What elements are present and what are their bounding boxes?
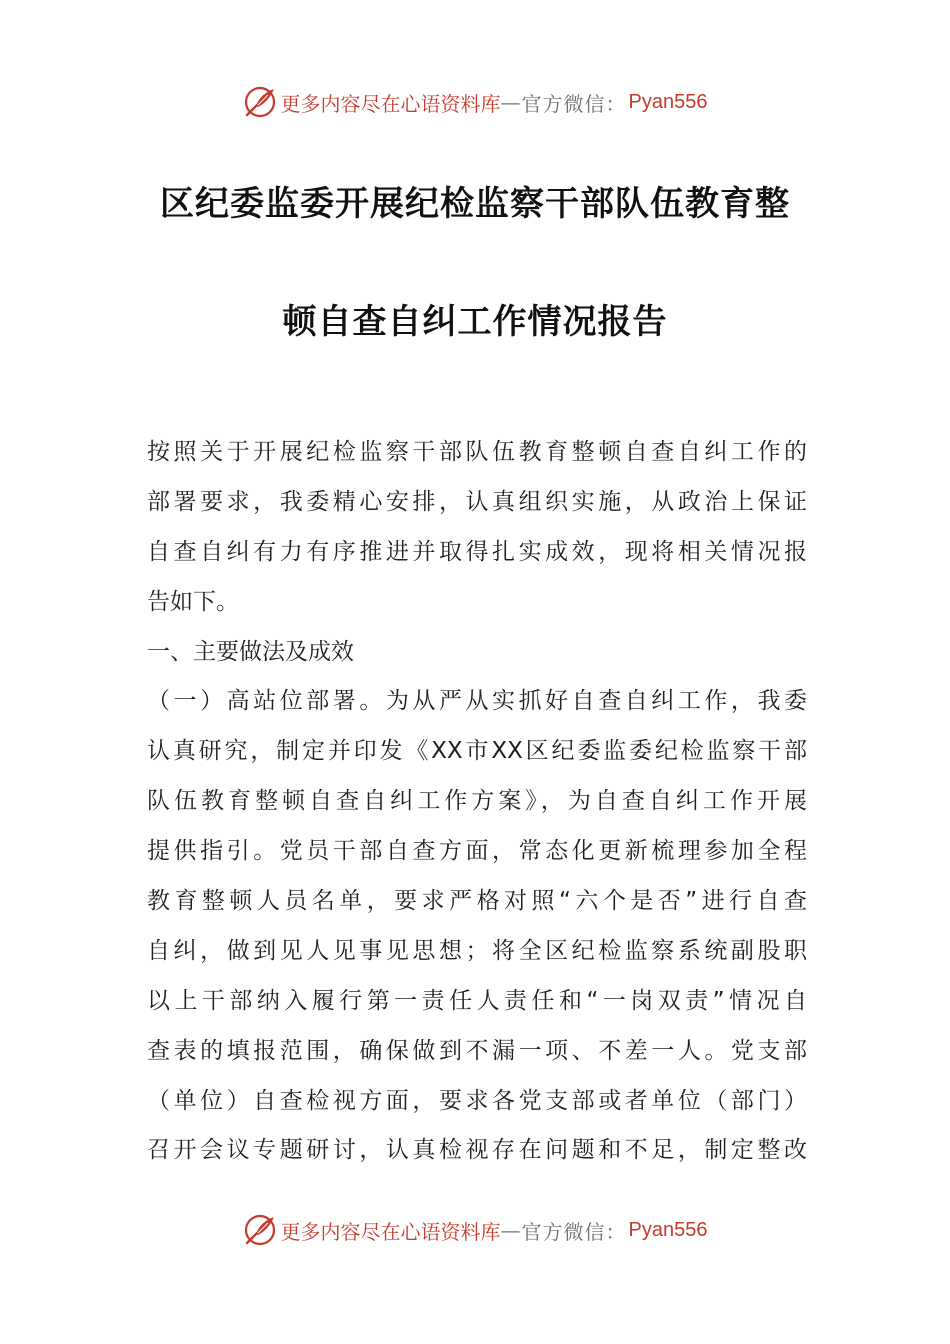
document-title-line-1: 区纪委监委开展纪检监察干部队伍教育整 bbox=[160, 184, 790, 224]
body-line: 自查自纠有力有序推进并取得扎实成效，现将相关情况报 bbox=[147, 538, 807, 565]
body-line: 部署要求，我委精心安排，认真组织实施，从政治上保证 bbox=[147, 488, 807, 515]
body-line: 自纠，做到见人见事见思想；将全区纪检监察系统副股职 bbox=[147, 937, 807, 964]
banner-site-name: 更多内容尽在心语资料库 bbox=[280, 91, 501, 116]
document-title-line-2: 顿自查自纠工作情况报告 bbox=[282, 302, 668, 342]
quill-pen-circle-icon bbox=[243, 85, 277, 119]
body-line: 提供指引。党员干部自查方面，常态化更新梳理参加全程 bbox=[147, 838, 807, 865]
banner-dash: — bbox=[500, 90, 522, 114]
banner-wechat-id: Pyan556 bbox=[628, 90, 708, 113]
section-heading: 一、主要做法及成效 bbox=[147, 638, 354, 665]
banner-wechat-label: 官方微信： bbox=[521, 91, 627, 116]
banner-site-name: 更多内容尽在心语资料库 bbox=[280, 1219, 501, 1244]
body-line: 教育整顿人员名单，要求严格对照“六个是否”进行自查 bbox=[147, 888, 807, 915]
banner-wechat-id: Pyan556 bbox=[628, 1218, 708, 1241]
body-line: 按照关于开展纪检监察干部队伍教育整顿自查自纠工作的 bbox=[147, 439, 807, 465]
header-watermark-banner bbox=[0, 82, 950, 122]
document-body bbox=[147, 428, 807, 1176]
body-line: （单位）自查检视方面，要求各党支部或者单位（部门） bbox=[147, 1087, 807, 1114]
banner-wechat-label: 官方微信： bbox=[521, 1219, 627, 1244]
quill-pen-circle-icon bbox=[243, 1213, 277, 1247]
body-line: 告如下。 bbox=[147, 588, 239, 615]
footer-watermark-banner bbox=[0, 1210, 950, 1250]
body-line: 查表的填报范围，确保做到不漏一项、不差一人。党支部 bbox=[147, 1037, 807, 1064]
body-line: 召开会议专题研讨，认真检视存在问题和不足，制定整改 bbox=[147, 1137, 807, 1164]
body-line: 以上干部纳入履行第一责任人责任和“一岗双责”情况自 bbox=[147, 987, 807, 1014]
body-line: 认真研究，制定并印发《XX市XX区纪委监委纪检监察干部 bbox=[147, 738, 807, 765]
banner-dash: — bbox=[500, 1218, 522, 1242]
body-line: 队伍教育整顿自查自纠工作方案》，为自查自纠工作开展 bbox=[147, 788, 807, 815]
body-line: （一）高站位部署。为从严从实抓好自查自纠工作，我委 bbox=[147, 688, 807, 715]
